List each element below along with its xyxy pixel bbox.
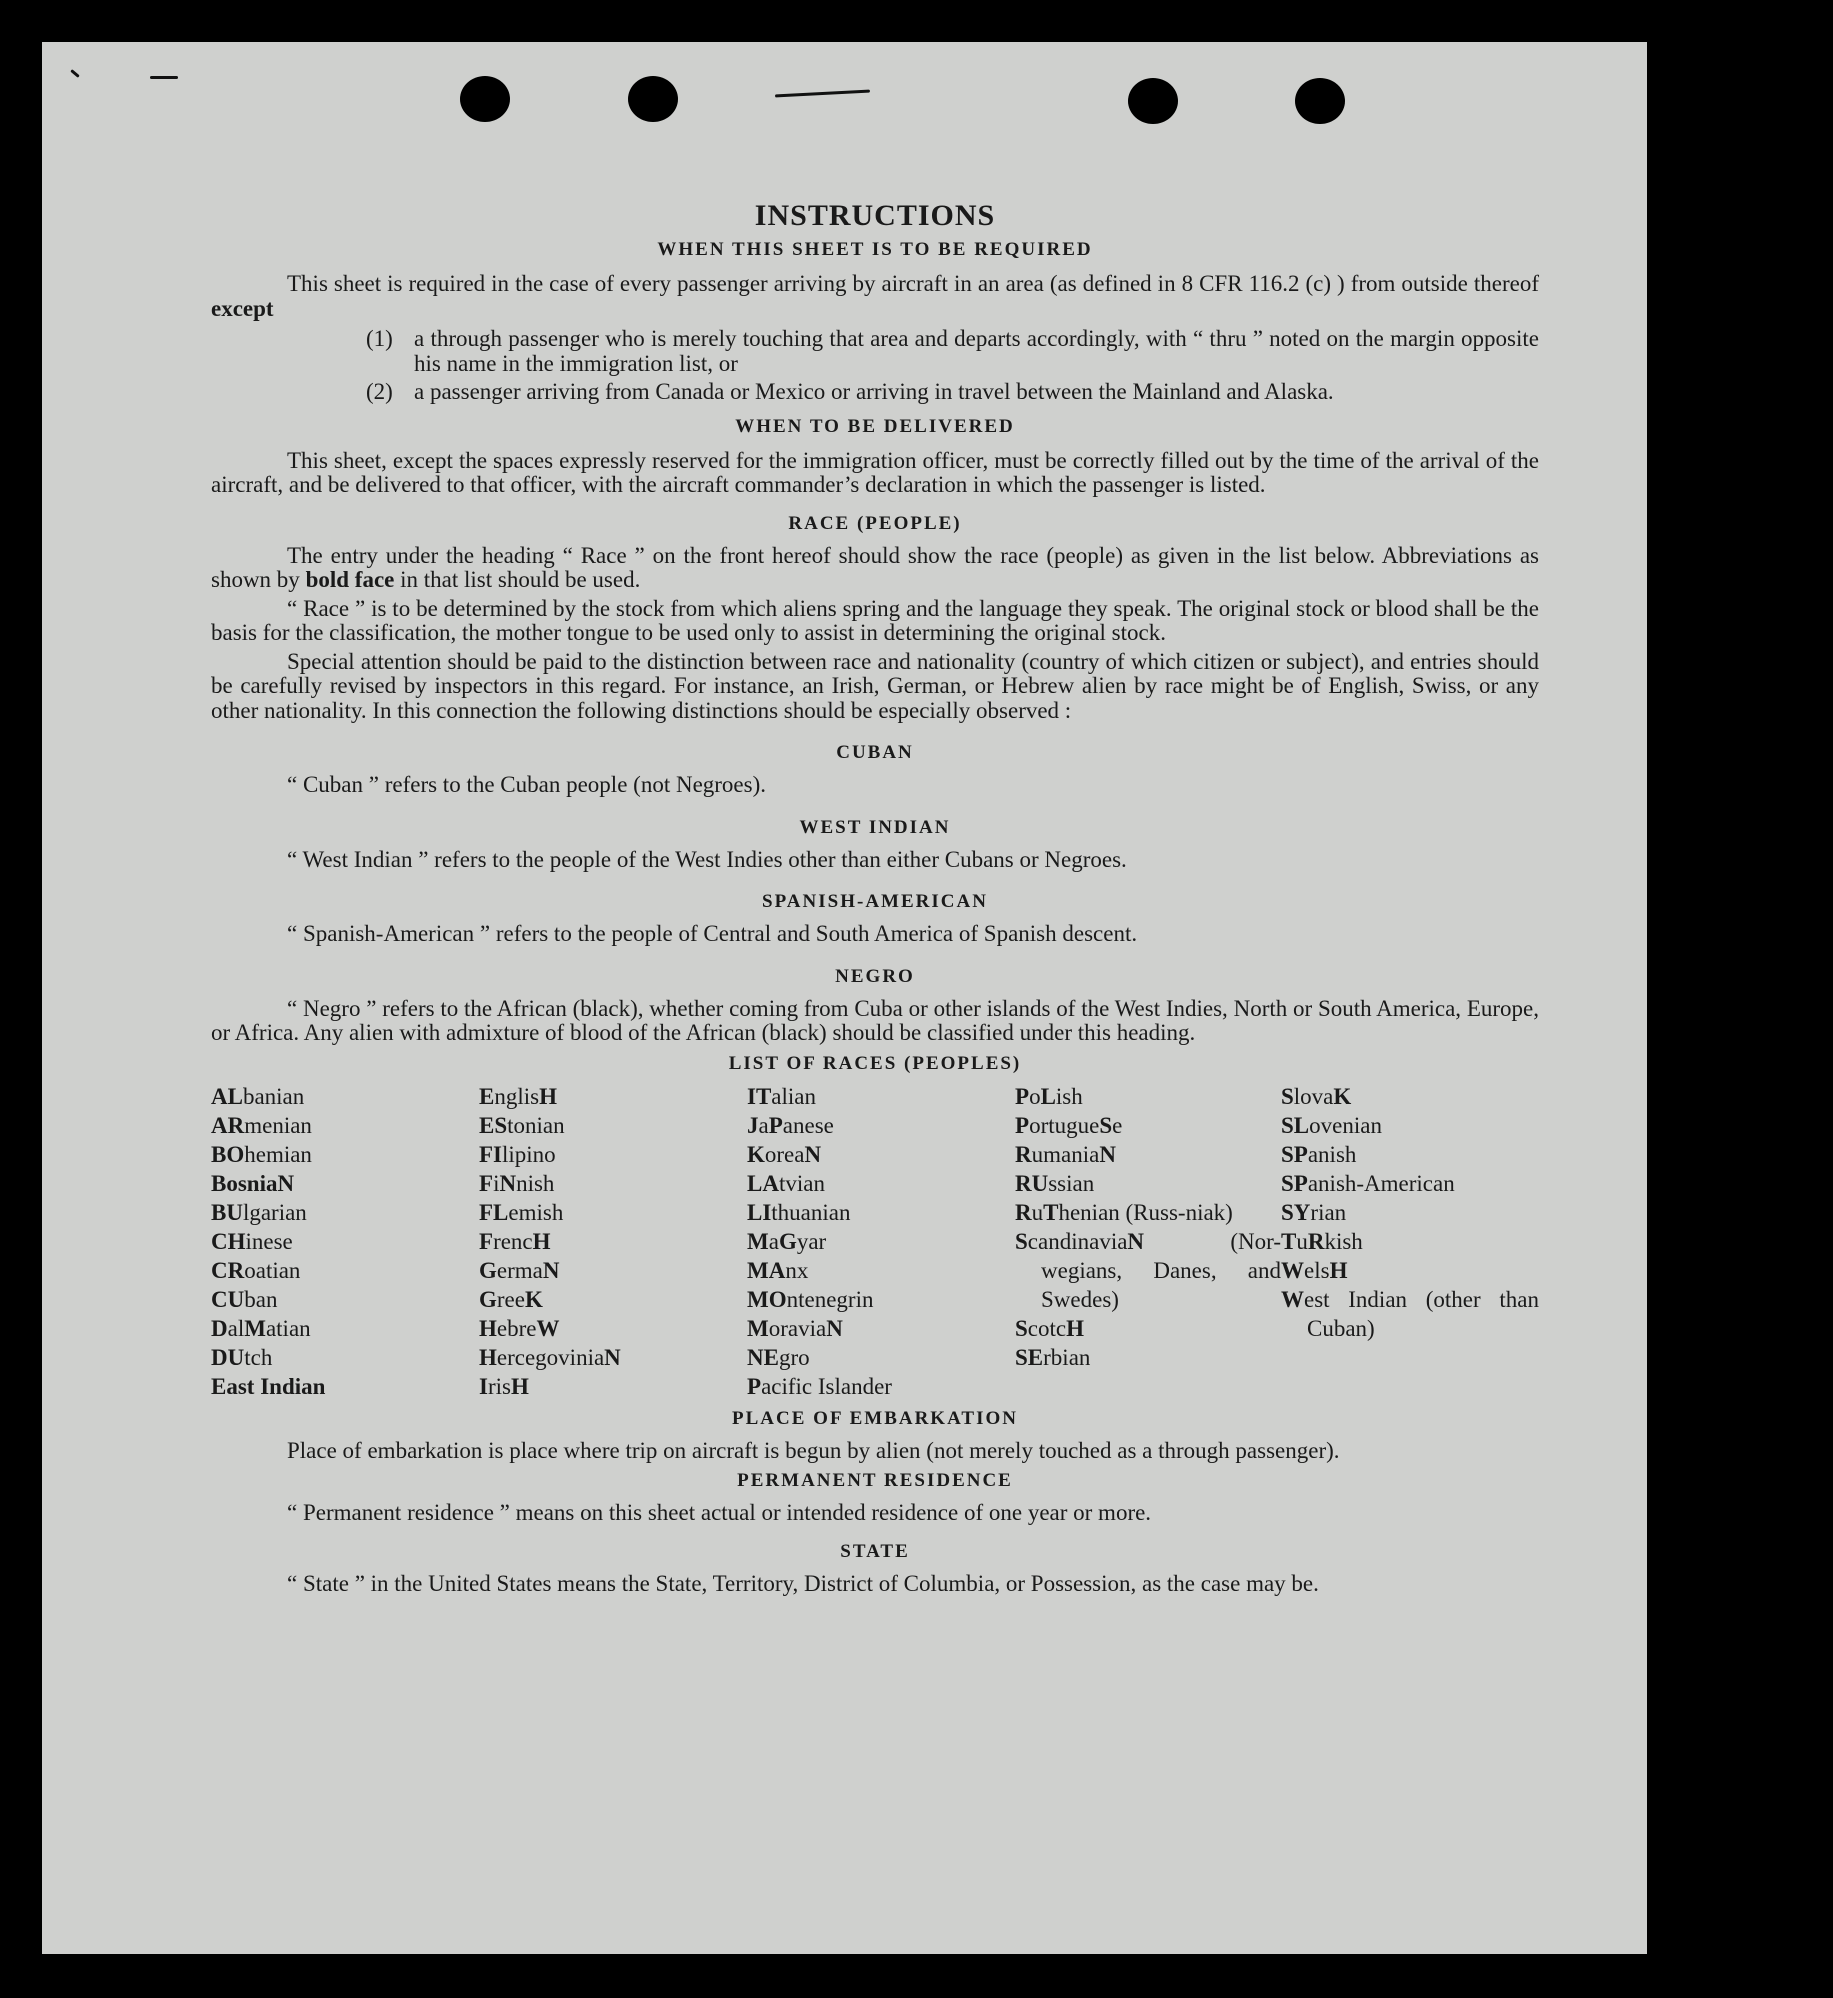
race-paragraph-3: Special attention should be paid to the distinction between race and nationality (country of which citizen or subject), and entries should be carefully revised by inspectors in this regard. For instance, an Irish, German, or Hebrew alien by race might be of English, Swiss, or any other nationality. In this connection the following distinctions should be especially observed : — [211, 648, 1539, 723]
item-number: (2) — [366, 379, 393, 404]
section-heading-residence: PERMANENT RESIDENCE — [737, 1470, 1013, 1491]
race-entry: SPanish-American — [1281, 1170, 1455, 1196]
race-entry: RUssian — [1015, 1170, 1095, 1196]
scratch-mark — [150, 76, 178, 79]
race-entry: West Indian (other than Cuban) — [1281, 1286, 1539, 1341]
race-text: in that list should be used. — [400, 567, 641, 592]
race-entry: DalMatian — [211, 1315, 311, 1341]
residence-paragraph: “ Permanent residence ” means on this sheet actual or intended residence of one year or more. — [287, 1500, 1152, 1525]
race-entry: East Indian — [211, 1373, 326, 1399]
race-entry: FLemish — [479, 1199, 564, 1225]
scratch-mark — [775, 90, 870, 98]
race-entry: FIlipino — [479, 1141, 556, 1167]
exception-item — [366, 327, 1539, 376]
race-entry: ALbanian — [211, 1083, 305, 1109]
section-heading-negro: NEGRO — [835, 965, 915, 987]
cuban-paragraph: “ Cuban ” refers to the Cuban people (not Negroes). — [287, 772, 767, 797]
delivered-paragraph: This sheet, except the spaces expressly reserved for the immigration officer, must be correctly filled out by the time of the arrival of the aircraft, and be delivered to that officer, with the aircraft commander’s declaration in which the passenger is listed. — [211, 447, 1539, 497]
race-entry: ScandinaviaN (Nor-wegians, Danes, and Swedes) — [1015, 1228, 1281, 1312]
state-paragraph: “ State ” in the United States means the State, Territory, District of Columbia, or Possession, as the case may be. — [287, 1570, 1319, 1596]
race-entry: KoreaN — [747, 1141, 822, 1167]
section-heading-cuban: CUBAN — [836, 742, 914, 763]
punch-hole — [1295, 78, 1345, 124]
race-entry: EStonian — [479, 1112, 565, 1138]
section-heading-west-indian: WEST INDIAN — [799, 816, 951, 838]
embarkation-paragraph: Place of embarkation is place where trip on aircraft is begun by alien (not merely touched as a through passenger). — [287, 1437, 1340, 1463]
race-entry: HercegoviniaN — [479, 1344, 621, 1370]
race-entry: SPanish — [1281, 1141, 1357, 1167]
race-entry: RumaniaN — [1015, 1141, 1116, 1167]
race-entry: MoraviaN — [747, 1315, 843, 1341]
race-entry: RuThenian (Russ-niak) — [1015, 1199, 1233, 1225]
section-heading-required: WHEN THIS SHEET IS TO BE REQUIRED — [657, 239, 1093, 260]
race-entry: NEgro — [747, 1344, 810, 1370]
race-entry: CRoatian — [211, 1257, 301, 1283]
race-entry: FrencH — [479, 1228, 551, 1254]
race-entry: DUtch — [211, 1344, 273, 1370]
races-column — [479, 1082, 747, 1401]
races-column — [1281, 1082, 1539, 1401]
section-heading-races-list: LIST OF RACES (PEOPLES) — [728, 1052, 1022, 1074]
page-title: INSTRUCTIONS — [754, 199, 996, 232]
race-entry: MAnx — [747, 1257, 809, 1283]
races-column — [1015, 1082, 1281, 1401]
item-number: (1) — [366, 326, 393, 351]
race-entry: PortugueSe — [1015, 1112, 1123, 1138]
races-list — [211, 1082, 1539, 1401]
race-paragraph-2: “ Race ” is to be determined by the stock from which aliens spring and the language they speak. The original stock or blood shall be the basis for the classification, the mother tongue to be used only to assist in determining the original stock. — [211, 595, 1539, 645]
instructions-body — [211, 154, 1539, 1596]
west-indian-paragraph: “ West Indian ” refers to the people of the West Indies other than either Cubans or Negroes. — [287, 846, 1127, 872]
race-entry: WelsH — [1281, 1257, 1348, 1283]
race-entry: BUlgarian — [211, 1199, 307, 1225]
race-entry: ScotcH — [1015, 1315, 1084, 1341]
race-entry: GreeK — [479, 1286, 543, 1312]
section-heading-state: STATE — [840, 1540, 910, 1562]
race-text: The entry under the heading “ Race ” on the front hereof should show the race (people) as given in the list below. Abbreviations as shown by — [211, 542, 1539, 592]
race-entry: LAtvian — [747, 1170, 825, 1196]
required-text: This sheet is required in the case of every passenger arriving by aircraft in an area (as defined in 8 CFR 116.2 (c) ) from outside thereof — [287, 271, 1539, 296]
race-entry: IrisH — [479, 1373, 529, 1399]
race-entry: PoLish — [1015, 1083, 1083, 1109]
spanish-american-paragraph: “ Spanish-American ” refers to the people of Central and South America of Spanish descent. — [287, 921, 1138, 946]
race-entry: Pacific Islander — [747, 1373, 892, 1399]
race-entry: SYrian — [1281, 1199, 1347, 1225]
race-entry: HebreW — [479, 1315, 560, 1341]
section-heading-delivered: WHEN TO BE DELIVERED — [735, 415, 1015, 437]
race-entry: JaPanese — [747, 1112, 834, 1138]
race-entry: SErbian — [1015, 1344, 1091, 1370]
punch-hole — [460, 76, 510, 122]
section-heading-spanish-american: SPANISH-AMERICAN — [762, 891, 988, 912]
race-entry: FiNnish — [479, 1170, 555, 1196]
race-entry: BOhemian — [211, 1141, 312, 1167]
race-entry: CUban — [211, 1286, 278, 1312]
race-paragraph-1 — [211, 544, 1539, 593]
negro-paragraph: “ Negro ” refers to the African (black), whether coming from Cuba or other islands of the West Indies, North or South America, Europe, or Africa. Any alien with admixture of blood of the African (black) should be classified under this heading. — [211, 995, 1539, 1045]
races-column — [211, 1082, 479, 1401]
except-bold: except — [211, 295, 274, 321]
race-entry: LIthuanian — [747, 1199, 851, 1225]
race-entry: BosniaN — [211, 1170, 295, 1196]
race-entry: ITalian — [747, 1083, 816, 1109]
race-entry: TuRkish — [1281, 1228, 1363, 1254]
race-entry: MaGyar — [747, 1228, 827, 1254]
document-sheet — [42, 42, 1647, 1954]
race-entry: CHinese — [211, 1228, 293, 1254]
race-entry: GermaN — [479, 1257, 560, 1283]
race-entry: SLovenian — [1281, 1112, 1382, 1138]
punch-hole — [628, 76, 678, 122]
scratch-mark — [70, 69, 80, 78]
races-column — [747, 1082, 1015, 1401]
race-entry: ARmenian — [211, 1112, 312, 1138]
race-entry: MOntenegrin — [747, 1286, 874, 1312]
exception-item — [366, 380, 1539, 405]
section-heading-embarkation: PLACE OF EMBARKATION — [732, 1407, 1018, 1429]
section-heading-race: RACE (PEOPLE) — [788, 512, 962, 534]
bold-face-text: bold face — [305, 567, 395, 592]
race-entry: SlovaK — [1281, 1083, 1352, 1109]
race-entry: EnglisH — [479, 1083, 557, 1109]
punch-hole — [1128, 78, 1178, 124]
item-text: a through passenger who is merely touching that area and departs accordingly, with “ thru ” noted on the margin opposite his name in the immigration list, or — [414, 326, 1539, 376]
required-paragraph — [211, 272, 1539, 321]
item-text: a passenger arriving from Canada or Mexico or arriving in travel between the Mainland and Alaska. — [414, 379, 1334, 404]
